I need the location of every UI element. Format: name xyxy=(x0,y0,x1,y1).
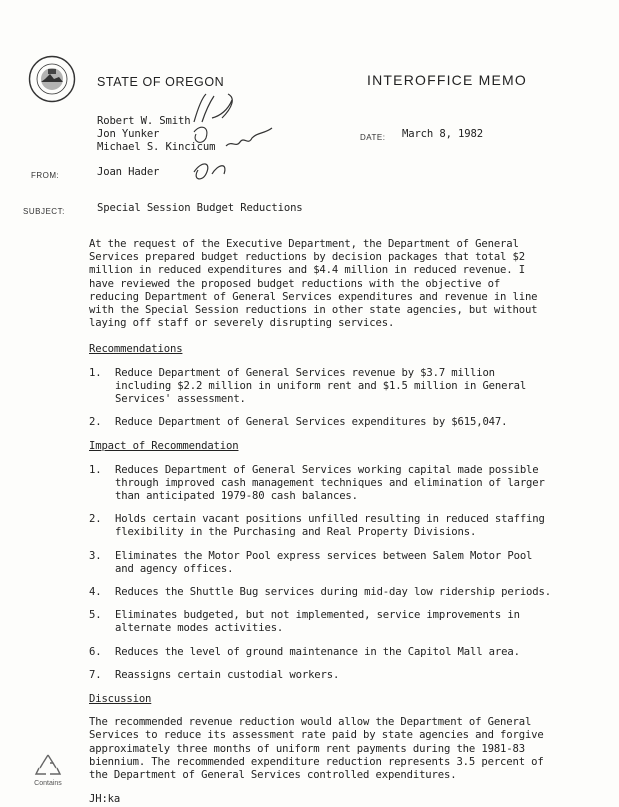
list-item xyxy=(89,646,559,659)
recycle-label: Contains xyxy=(34,780,62,787)
recycle-logo xyxy=(28,752,68,787)
item-text: Reduce Department of General Services expenditures by $615,047. xyxy=(115,416,508,429)
seal-icon xyxy=(28,55,76,103)
handwritten-initials xyxy=(188,88,278,198)
discussion-heading: Discussion xyxy=(89,693,152,706)
item-number: 3. xyxy=(89,549,102,562)
item-text: Reduces Department of General Services working capital made possible through improved cash management techniques and elimination of larger than anticipated 1979-80 cash balances. xyxy=(115,463,545,503)
impact-heading: Impact of Recommendation xyxy=(89,440,239,453)
date-value: March 8, 1982 xyxy=(402,128,483,140)
state-seal xyxy=(28,55,76,103)
item-number: 1. xyxy=(89,463,102,476)
item-text: Reduce Department of General Services revenue by $3.7 million including $2.2 million in uniform rent and $1.5 million in General Services' assessment. xyxy=(115,366,527,406)
list-item xyxy=(89,416,559,429)
subject-value: Special Session Budget Reductions xyxy=(97,202,303,214)
item-number: 4. xyxy=(89,586,102,599)
item-number: 1. xyxy=(89,366,102,379)
item-number: 2. xyxy=(89,513,102,526)
state-name: STATE OF OREGON xyxy=(97,75,225,89)
recommendations-heading: Recommendations xyxy=(89,343,183,356)
list-item xyxy=(89,586,559,599)
item-text: Reduces the level of ground maintenance in the Capitol Mall area. xyxy=(115,645,520,658)
list-item xyxy=(89,609,559,635)
item-text: Reassigns certain custodial workers. xyxy=(115,668,340,681)
item-number: 7. xyxy=(89,668,102,681)
discussion-paragraph: The recommended revenue reduction would allow the Department of General Services to reduce its assessment rate paid by state agencies and forgive approximately three months of uniform rent payments during the 1981-83 biennium. The recommended expenditure reduction represents 3.5 percent of the Department of General Services controlled expenditures. xyxy=(89,716,544,782)
recipient: Jon Yunker xyxy=(97,128,160,141)
list-item xyxy=(89,550,559,576)
memo-type: INTEROFFICE MEMO xyxy=(367,72,527,88)
list-item xyxy=(89,513,559,539)
intro-paragraph: At the request of the Executive Department, the Department of General Services prepared budget reductions by decision packages that total $2 million in reduced expenditures and $4.4 million in reduced revenue. I have reviewed the proposed budget reductions with the objective of reducing Department of General Services expenditures and revenue in line with the Special Session reductions in other state agencies, but without laying off staff or severely disrupting services. xyxy=(89,238,538,330)
subject-label: SUBJECT: xyxy=(23,207,65,216)
item-text: Holds certain vacant positions unfilled resulting in reduced staffing flexibility in the Purchasing and Real Property Divisions. xyxy=(115,513,545,539)
memo-body xyxy=(89,238,559,807)
recycle-icon xyxy=(34,752,62,778)
recipient: Michael S. Kincicum xyxy=(97,141,216,154)
list-item xyxy=(89,464,559,504)
item-number: 6. xyxy=(89,645,102,658)
from-label: FROM: xyxy=(31,171,60,180)
item-number: 2. xyxy=(89,416,102,429)
date-label: DATE: xyxy=(360,133,386,142)
item-text: Reduces the Shuttle Bug services during mid-day low ridership periods. xyxy=(115,586,551,599)
recipient: Robert W. Smith xyxy=(97,115,191,127)
list-item xyxy=(89,367,559,407)
typist-initials: JH:ka xyxy=(89,793,121,806)
from-value: Joan Hader xyxy=(97,166,160,178)
item-number: 5. xyxy=(89,609,102,622)
item-text: Eliminates budgeted, but not implemented, service improvements in alternate modes activities. xyxy=(115,609,520,635)
item-text: Eliminates the Motor Pool express services between Salem Motor Pool and agency offices. xyxy=(115,549,533,575)
list-item xyxy=(89,669,559,682)
